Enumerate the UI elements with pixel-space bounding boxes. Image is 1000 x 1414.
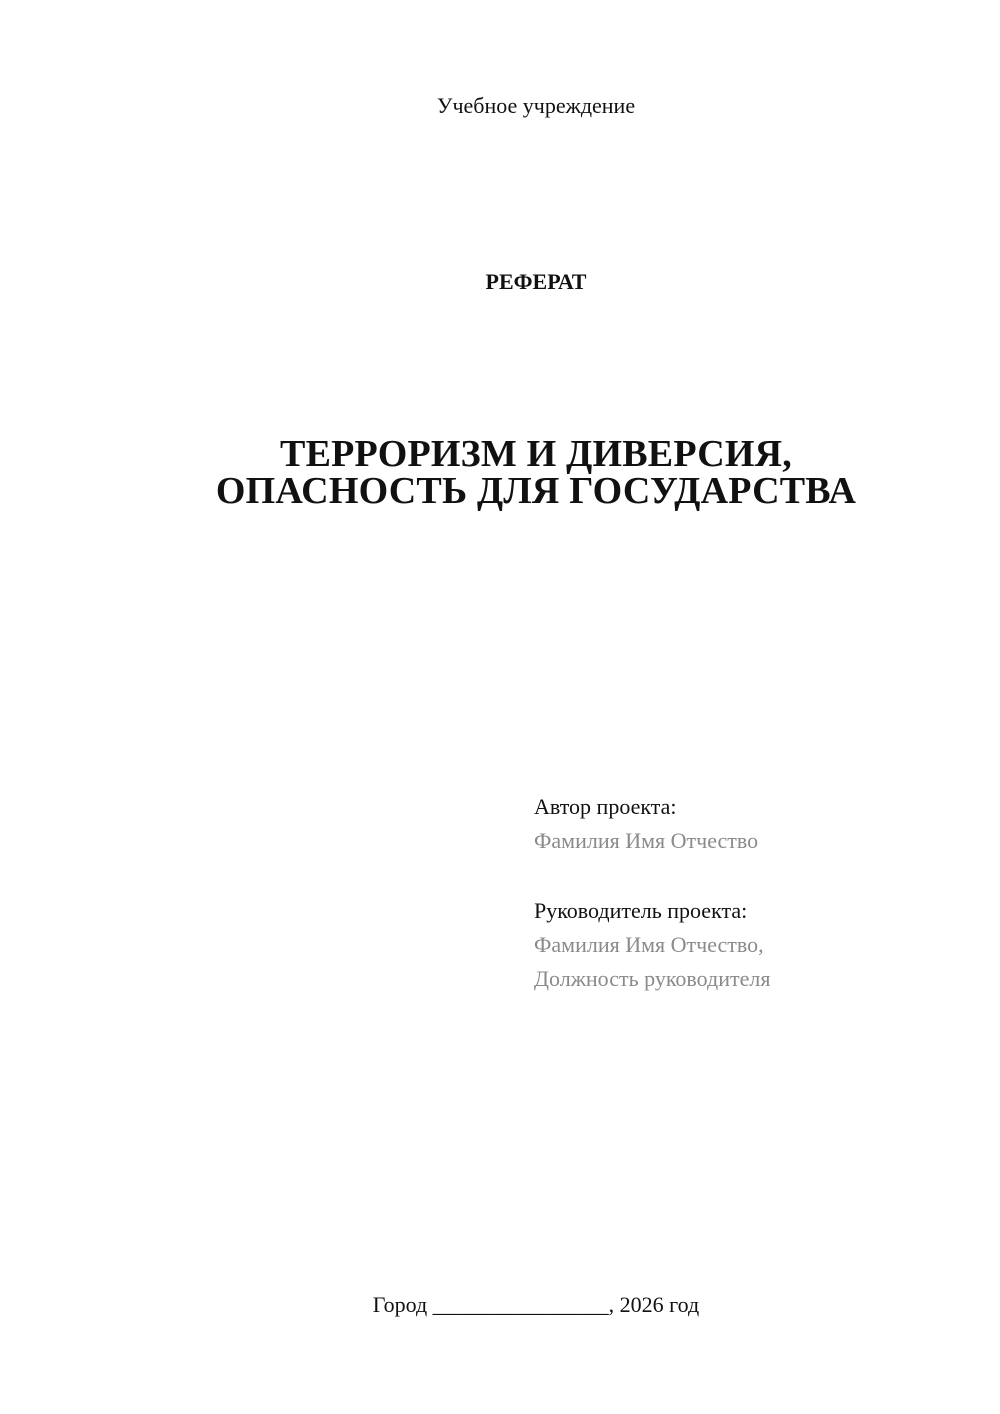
author-name: Фамилия Имя Отчество xyxy=(534,828,759,853)
city-year-line: Город ________________, 2026 год xyxy=(372,1292,700,1317)
supervisor-label: Руководитель проекта: xyxy=(534,898,748,923)
document-title xyxy=(0,433,1000,512)
title-line-1: ТЕРРОРИЗМ И ДИВЕРСИЯ, xyxy=(280,433,792,475)
credits-block xyxy=(534,790,770,996)
document-type: РЕФЕРАТ xyxy=(485,269,587,294)
author-label: Автор проекта: xyxy=(534,794,677,819)
credits-spacer xyxy=(534,858,770,894)
institution-name: Учебное учреждение xyxy=(436,93,636,118)
supervisor-position: Должность руководителя xyxy=(534,966,771,991)
supervisor-name: Фамилия Имя Отчество, xyxy=(534,932,764,957)
title-line-2: ОПАСНОСТЬ ДЛЯ ГОСУДАРСТВА xyxy=(215,470,857,512)
